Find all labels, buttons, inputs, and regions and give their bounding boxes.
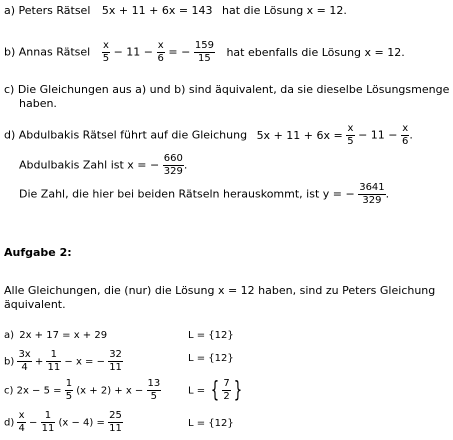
task1-a-text: hat die Lösung x = 12. <box>222 4 347 17</box>
task1-d-frac1: $\frac{x}{5}$ <box>347 123 354 147</box>
task1-d3-end: . <box>385 187 390 201</box>
task1-a <box>4 4 347 17</box>
task2-c <box>4 378 161 403</box>
task1-c-line1: c) Die Gleichungen aus a) und b) sind äquivalent, da sie dieselbe Lösungsmenge <box>4 83 450 96</box>
task2-c-mid: (x + 2) + x − <box>76 385 144 397</box>
task2-b-label: b) <box>4 356 15 368</box>
task1-b-label: b) Annas Rätsel <box>4 45 91 59</box>
task2-d-solution: L = {12} <box>188 418 234 429</box>
task2-d-label: d) <box>4 417 15 429</box>
task2-b <box>4 349 123 374</box>
task1-b-frac2: $\frac{x}{6}$ <box>157 40 164 64</box>
task1-c-line2: haben. <box>19 97 57 110</box>
task1-d-mid: − 11 − <box>358 128 398 142</box>
task2-intro-line1: Alle Gleichungen, die (nur) die Lösung x = 12 haben, sind zu Peters Gleichung <box>4 284 436 297</box>
task1-b-mid: − 11 − <box>113 45 154 59</box>
task1-d2-frac: $\frac{660}{329}$ <box>163 153 183 177</box>
task1-a-equation: 5x + 11 + 6x = 143 <box>101 4 213 17</box>
task2-d-frac1: $\frac{x}{4}$ <box>18 410 25 434</box>
task1-d-end: . <box>409 128 413 142</box>
task1-d <box>4 123 413 148</box>
task1-b-eq: = − <box>168 45 191 59</box>
task2-d-frac2: $\frac{1}{11}$ <box>41 410 55 434</box>
task1-a-label: a) Peters Rätsel <box>4 4 91 17</box>
brace-right-icon: } <box>233 377 242 403</box>
task2-a <box>4 330 107 341</box>
task2-c-label: c) <box>4 385 14 397</box>
task1-b-frac1: $\frac{x}{5}$ <box>102 40 110 64</box>
task2-c-solution-label: L = <box>188 385 206 397</box>
task1-b <box>4 40 405 65</box>
task2-a-equation: 2x + 17 = x + 29 <box>19 330 108 341</box>
task2-d-frac3: $\frac{25}{11}$ <box>109 410 122 434</box>
task2-title: Aufgabe 2: <box>4 246 72 259</box>
task1-d3-text: Die Zahl, die hier bei beiden Rätseln herauskommt, ist y = − <box>19 187 355 201</box>
task2-c-solution <box>188 378 245 403</box>
task2-c-frac2: $\frac{13}{5}$ <box>147 378 161 402</box>
task2-c-solution-frac: $\frac{7}{2}$ <box>223 378 230 402</box>
task1-d3-frac: $\frac{3641}{329}$ <box>359 182 385 206</box>
task2-a-label: a) <box>4 330 15 341</box>
task2-b-frac3: $\frac{32}{11}$ <box>109 349 122 373</box>
task2-b-rest: − x = − <box>64 356 105 368</box>
task1-d2-text: Abdulbakis Zahl ist x = − <box>19 158 160 172</box>
task1-d-eq-left: 5x + 11 + 6x = <box>256 128 343 142</box>
task1-d-label: d) Abdulbakis Rätsel führt auf die Gleichung <box>4 128 248 142</box>
task1-d-frac2: $\frac{x}{6}$ <box>402 123 409 147</box>
task2-c-frac1: $\frac{1}{5}$ <box>65 378 73 402</box>
task1-b-text: hat ebenfalls die Lösung x = 12. <box>226 45 405 59</box>
task2-d <box>4 410 123 435</box>
task2-d-op: − <box>29 417 38 429</box>
task2-c-left: 2x − 5 = <box>16 385 62 397</box>
task2-d-mid: (x − 4) = <box>58 417 105 429</box>
task2-intro-line2: äquivalent. <box>4 298 66 311</box>
task2-b-frac2: $\frac{1}{11}$ <box>47 349 61 373</box>
task1-b-frac3: $\frac{159}{15}$ <box>194 40 214 64</box>
task2-a-solution: L = {12} <box>188 330 234 341</box>
task2-b-frac1: $\frac{3x}{4}$ <box>18 349 31 373</box>
task2-b-solution: L = {12} <box>188 353 234 364</box>
task1-d2-end: . <box>183 158 188 172</box>
task1-d2 <box>19 153 187 178</box>
task1-d3 <box>19 182 389 207</box>
task2-b-op: + <box>34 356 44 368</box>
brace-left-icon: { <box>211 377 220 403</box>
